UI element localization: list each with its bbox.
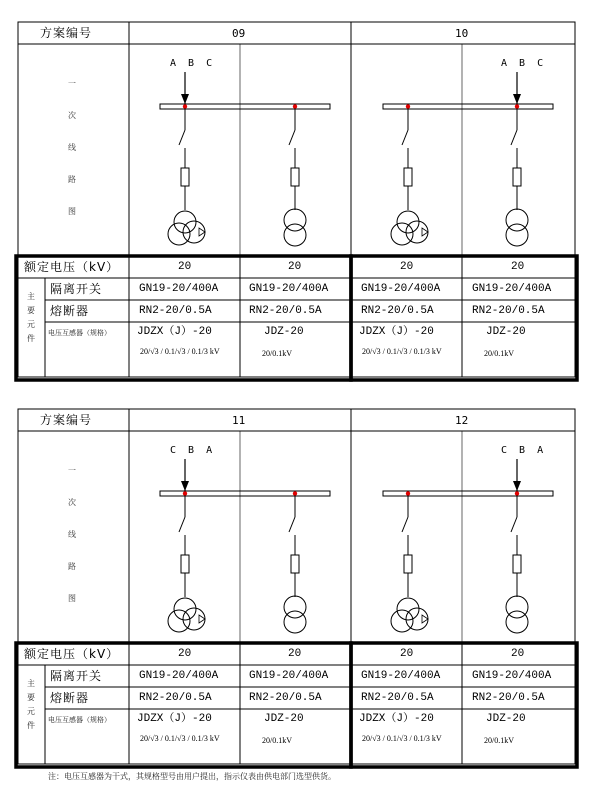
primary-label-char-5: 图 [68, 207, 76, 216]
fuse-cell-3: RN2-20/0.5A [361, 692, 434, 704]
voltage-cell-2: 20 [288, 261, 302, 273]
fuse-label: 熔断器 [50, 304, 90, 318]
rated-voltage-label: 额定电压（kV） [24, 260, 120, 274]
primary-label-char-3: 线 [68, 530, 76, 539]
voltage-cell-3: 20 [400, 261, 414, 273]
isolator-cell-3: GN19-20/400A [361, 283, 441, 295]
voltage-cell-1: 20 [178, 261, 192, 273]
footnote: 注：电压互感器为干式，其规格型号由用户提出，指示仪表由供电部门选型供货。 [48, 772, 336, 781]
pt-ratio-cell-4: 20/0.1kV [484, 736, 514, 745]
components-side-label: 主要元件 [27, 679, 35, 730]
primary-label-char-3: 线 [68, 143, 76, 152]
fuse-cell-1: RN2-20/0.5A [139, 305, 212, 317]
isolator-cell-3: GN19-20/400A [361, 670, 441, 682]
fuse-cell-1: RN2-20/0.5A [139, 692, 212, 704]
pt-ratio-cell-4: 20/0.1kV [484, 349, 514, 358]
phase-label-left: A B C [170, 58, 216, 69]
isolator-cell-1: GN19-20/400A [139, 283, 219, 295]
phase-label-left: C B A [170, 445, 216, 456]
pt-model-cell-2: JDZ-20 [264, 326, 304, 338]
isolator-cell-4: GN19-20/400A [472, 670, 552, 682]
pt-model-cell-4: JDZ-20 [486, 713, 526, 725]
pt-model-cell-1: JDZX（J）-20 [137, 326, 212, 338]
primary-label-char-1: 一 [68, 466, 76, 475]
primary-label-char-4: 路 [68, 562, 76, 571]
pt-model-cell-3: JDZX（J）-20 [359, 713, 434, 725]
isolator-label: 隔离开关 [50, 282, 103, 296]
branch-3 [391, 109, 428, 245]
branch-1 [168, 496, 205, 632]
pt-ratio-cell-3: 20/√3 / 0.1/√3 / 0.1/3 kV [362, 347, 442, 356]
branch-4 [506, 496, 528, 633]
fuse-label: 熔断器 [50, 691, 90, 705]
fuse-cell-3: RN2-20/0.5A [361, 305, 434, 317]
components-side-label: 主要元件 [27, 292, 35, 343]
pt-ratio-cell-2: 20/0.1kV [262, 736, 292, 745]
pt-label: 电压互感器（规格） [48, 329, 111, 337]
isolator-cell-2: GN19-20/400A [249, 670, 329, 682]
branch-2 [284, 496, 306, 633]
scheme-number-label: 方案编号 [40, 26, 93, 40]
isolator-cell-2: GN19-20/400A [249, 283, 329, 295]
pt-ratio-cell-1: 20/√3 / 0.1/√3 / 0.1/3 kV [140, 347, 220, 356]
voltage-cell-4: 20 [511, 261, 525, 273]
scheme-number-10: 10 [455, 27, 469, 40]
pt-model-cell-4: JDZ-20 [486, 326, 526, 338]
fuse-cell-2: RN2-20/0.5A [249, 305, 322, 317]
pt-model-cell-3: JDZX（J）-20 [359, 326, 434, 338]
voltage-cell-1: 20 [178, 648, 192, 660]
branch-4 [506, 109, 528, 246]
scheme-number-11: 11 [232, 414, 246, 427]
scheme-block-11-12 [0, 387, 592, 779]
scheme-number-09: 09 [232, 27, 246, 40]
pt-label: 电压互感器（规格） [48, 716, 111, 724]
pt-model-cell-1: JDZX（J）-20 [137, 713, 212, 725]
phase-label-right: A B C [501, 58, 547, 69]
primary-label-char-5: 图 [68, 594, 76, 603]
primary-label-char-4: 路 [68, 175, 76, 184]
primary-label-char-1: 一 [68, 79, 76, 88]
pt-model-cell-2: JDZ-20 [264, 713, 304, 725]
branch-1 [168, 109, 205, 245]
isolator-cell-1: GN19-20/400A [139, 670, 219, 682]
voltage-cell-4: 20 [511, 648, 525, 660]
branch-2 [284, 109, 306, 246]
fuse-cell-2: RN2-20/0.5A [249, 692, 322, 704]
primary-label-char-2: 次 [68, 111, 76, 120]
scheme-number-12: 12 [455, 414, 469, 427]
isolator-cell-4: GN19-20/400A [472, 283, 552, 295]
voltage-cell-3: 20 [400, 648, 414, 660]
scheme-block-09-10 [0, 0, 592, 392]
pt-ratio-cell-2: 20/0.1kV [262, 349, 292, 358]
voltage-cell-2: 20 [288, 648, 302, 660]
primary-label-char-2: 次 [68, 498, 76, 507]
rated-voltage-label: 额定电压（kV） [24, 647, 120, 661]
pt-ratio-cell-3: 20/√3 / 0.1/√3 / 0.1/3 kV [362, 734, 442, 743]
fuse-cell-4: RN2-20/0.5A [472, 305, 545, 317]
phase-label-right: C B A [501, 445, 547, 456]
pt-ratio-cell-1: 20/√3 / 0.1/√3 / 0.1/3 kV [140, 734, 220, 743]
fuse-cell-4: RN2-20/0.5A [472, 692, 545, 704]
scheme-number-label: 方案编号 [40, 413, 93, 427]
isolator-label: 隔离开关 [50, 669, 103, 683]
branch-3 [391, 496, 428, 632]
